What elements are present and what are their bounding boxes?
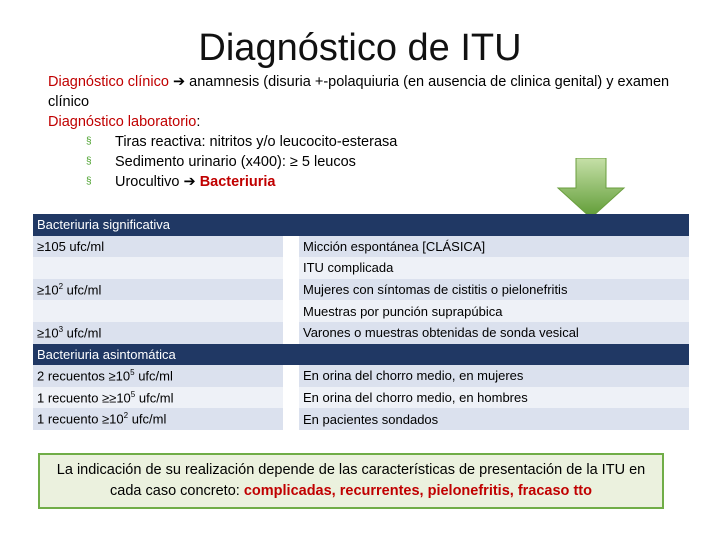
condition-cell: En orina del chorro medio, en mujeres: [299, 365, 689, 387]
threshold-exponent: 5: [130, 389, 136, 399]
column-gap: [283, 236, 299, 258]
bullet-icon: §: [86, 176, 92, 187]
column-gap: [283, 279, 299, 301]
threshold-unit: ufc/ml: [135, 390, 174, 406]
threshold-exponent: 5: [130, 368, 135, 378]
table-header-row: [33, 344, 689, 366]
clinical-diagnosis-label: Diagnóstico clínico: [48, 74, 169, 90]
condition-cell: Mujeres con síntomas de cistitis o pielonefritis: [299, 279, 689, 301]
threshold-unit: ufc/ml: [128, 411, 167, 427]
clinical-diagnosis-text: anamnesis (disuria +-polaquiuria (en ausencia de clinica genital) y examen clínico: [48, 74, 670, 110]
threshold-cell: [33, 365, 283, 387]
down-arrow-icon: [556, 158, 626, 220]
table-row: [33, 300, 689, 322]
threshold-value: ≥105 ufc/ml: [37, 238, 105, 254]
table-row: [33, 257, 689, 279]
slide-title: Diagnóstico de ITU: [198, 27, 522, 69]
threshold-value: ≥10: [37, 325, 59, 341]
threshold-cell: [33, 279, 283, 301]
condition-cell: Micción espontánea [CLÁSICA]: [299, 236, 689, 258]
condition-cell: ITU complicada: [299, 257, 689, 279]
threshold-cell: [33, 387, 283, 409]
condition-cell: En orina del chorro medio, en hombres: [299, 387, 689, 409]
conclusion-text: La indicación de su realización depende de las características de presentación de la ITU en cada caso concreto:: [56, 462, 646, 499]
bacteriuria-table: [33, 214, 689, 430]
bullet-icon: §: [86, 136, 92, 147]
list-item: [48, 132, 708, 152]
condition-cell: En pacientes sondados: [299, 408, 689, 430]
threshold-exponent: 3: [58, 325, 64, 335]
column-gap: [283, 257, 299, 279]
threshold-unit: ufc/ml: [63, 282, 102, 298]
column-gap: [283, 322, 299, 344]
threshold-cell: [33, 257, 283, 279]
table-header-row: [33, 214, 689, 236]
threshold-unit: ufc/ml: [134, 368, 173, 384]
column-gap: [283, 408, 299, 430]
threshold-cell: [33, 236, 283, 258]
column-gap: [283, 300, 299, 322]
test-label: Sedimento urinario (x400): ≥ 5 leucos: [115, 154, 356, 170]
table-row: [33, 236, 689, 258]
test-label: Urocultivo: [115, 174, 180, 190]
laboratory-diagnosis-line: [48, 112, 708, 132]
right-arrow-icon: ➔: [172, 74, 186, 90]
test-label: Tiras reactiva: nitritos y/o leucocito-esterasa: [115, 134, 398, 150]
threshold-value: 2 recuentos ≥10: [37, 368, 131, 384]
table-row: [33, 387, 689, 409]
threshold-exponent: 2: [58, 281, 64, 291]
threshold-exponent: 2: [123, 411, 129, 421]
laboratory-diagnosis-label: Diagnóstico laboratorio: [48, 114, 197, 130]
column-gap: [283, 387, 299, 409]
laboratory-colon: :: [196, 114, 201, 130]
table-header-asintomatica: Bacteriuria asintomática: [33, 344, 689, 366]
condition-cell: Muestras por punción suprapúbica: [299, 300, 689, 322]
table-row: [33, 322, 689, 344]
threshold-unit: ufc/ml: [63, 325, 102, 341]
conclusion-highlight: complicadas, recurrentes, pielonefritis, fracaso tto: [243, 483, 592, 499]
bullet-icon: §: [86, 156, 92, 167]
threshold-value: 1 recuento ≥10: [37, 411, 124, 427]
table-row: [33, 365, 689, 387]
threshold-cell: [33, 300, 283, 322]
threshold-value: ≥10: [37, 282, 59, 298]
table-header-significativa: Bacteriuria significativa: [33, 214, 689, 236]
urocultivo-result: Bacteriuria: [199, 174, 276, 190]
condition-cell: Varones o muestras obtenidas de sonda vesical: [299, 322, 689, 344]
threshold-value: 1 recuento ≥≥10: [37, 390, 131, 406]
conclusion-box: [38, 453, 664, 509]
table-row: [33, 408, 689, 430]
column-gap: [283, 365, 299, 387]
threshold-cell: [33, 322, 283, 344]
clinical-diagnosis-line: [48, 72, 708, 112]
table-row: [33, 279, 689, 301]
threshold-cell: [33, 408, 283, 430]
right-arrow-icon: ➔: [183, 174, 196, 190]
